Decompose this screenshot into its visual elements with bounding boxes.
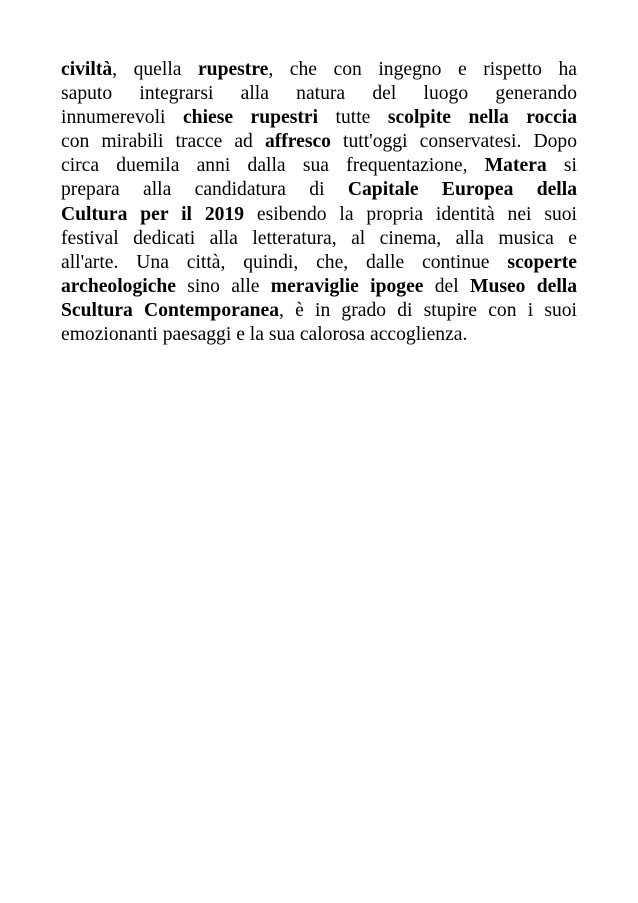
bold-phrase: rupestre xyxy=(197,59,269,80)
text-line xyxy=(61,106,577,130)
text-run: del xyxy=(423,275,470,297)
text-run: esibendo la propria identità nei suoi xyxy=(244,203,577,225)
text-run: sino alle xyxy=(176,275,271,297)
text-run: , quella xyxy=(112,59,198,80)
text-line xyxy=(61,299,577,323)
text-run: , è in grado di stupire con i suoi xyxy=(279,299,577,321)
text-line xyxy=(61,323,577,347)
text-line xyxy=(61,82,577,106)
bold-phrase: Matera xyxy=(484,155,547,177)
text-run: all'arte. Una città, quindi, che, dalle continue xyxy=(61,251,508,273)
text-run: circa duemila anni dalla sua frequentazione, xyxy=(61,155,485,177)
bold-phrase: meraviglie ipogee xyxy=(270,275,424,297)
bold-phrase: affresco xyxy=(264,131,331,153)
body-paragraph xyxy=(61,58,577,347)
bold-phrase: Capitale Europea della xyxy=(347,179,577,201)
text-run: con mirabili tracce ad xyxy=(61,131,265,153)
text-run: innumerevoli xyxy=(61,107,183,129)
text-run: tutte xyxy=(318,107,388,129)
bold-phrase: Cultura per il 2019 xyxy=(61,203,245,225)
bold-phrase: archeologiche xyxy=(61,275,176,297)
text-line xyxy=(61,227,577,251)
text-run: emozionanti paesaggi e la sua calorosa accoglienza. xyxy=(61,324,468,346)
bold-phrase: chiese rupestri xyxy=(182,107,319,129)
text-run: si xyxy=(546,155,577,177)
text-run: tutt'oggi conservatesi. Dopo xyxy=(330,131,577,153)
bold-phrase: Museo della xyxy=(469,275,578,297)
text-line xyxy=(61,251,577,275)
text-line xyxy=(61,58,577,82)
text-line xyxy=(61,203,577,227)
bold-phrase: civiltà xyxy=(61,59,113,80)
bold-phrase: scolpite nella roccia xyxy=(387,107,578,129)
text-line xyxy=(61,178,577,202)
text-run: , che con ingegno e rispetto ha xyxy=(268,59,577,80)
text-run: prepara alla candidatura di xyxy=(61,179,348,201)
bold-phrase: Scultura Contemporanea xyxy=(61,299,280,321)
text-run: saputo integrarsi alla natura del luogo generando xyxy=(61,83,577,105)
text-line xyxy=(61,154,577,178)
text-line xyxy=(61,130,577,154)
text-line xyxy=(61,275,577,299)
text-run: festival dedicati alla letteratura, al cinema, alla musica e xyxy=(61,227,577,249)
bold-phrase: scoperte xyxy=(507,251,577,273)
